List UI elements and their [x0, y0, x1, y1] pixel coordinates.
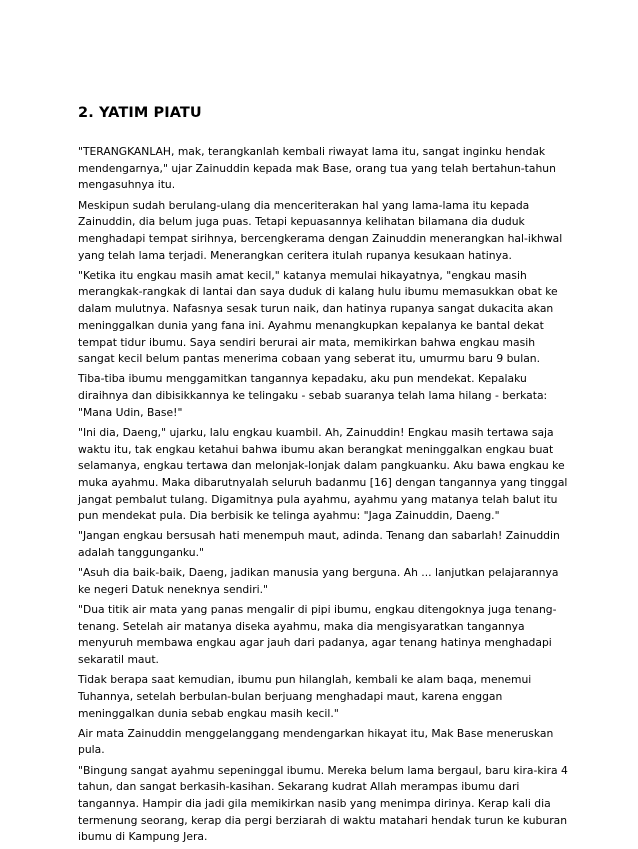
- paragraph: "Jangan engkau bersusah hati menempuh maut, adinda. Tenang dan sabarlah! Zainuddin adalah tanggunganku.": [78, 529, 560, 560]
- paragraph: Tiba-tiba ibumu menggamitkan tangannya kepadaku, aku pun mendekat. Kepalaku diraihnya dan dibisikkannya ke telingaku - sebab suaranya telah lama hilang - berkata: "Mana Udin, Base!": [78, 372, 548, 419]
- paragraph: Meskipun sudah berulang-ulang dia menceriterakan hal yang lama-lama itu kepada Zainuddin, dia belum juga puas. Tetapi kepuasannya kelihatan bilamana dia duduk menghadapi tempat sirihnya, bercengkerama dengan Zainuddin menerangkan hal-ikhwal yang telah lama terjadi. Menerangkan ceritera itulah rupanya kesukaan hatinya.: [78, 198, 563, 262]
- paragraph: "TERANGKANLAH, mak, terangkanlah kembali riwayat lama itu, sangat inginku hendak mendengarnya," ujar Zainuddin kepada mak Base, orang tua yang telah bertahun-tahun mengasuhnya itu.: [78, 145, 556, 192]
- paragraph: "Bingung sangat ayahmu sepeninggal ibumu. Mereka belum lama bergaul, baru kira-kira 4 tahun, dan sangat berkasih-kasihan. Sekarang kudrat Allah merampas ibumu dari tangannya. Hampir dia jadi gila memikirkan nasib yang menimpa dirinya. Kerap kali dia termenung seorang, kerap dia pergi berziarah di waktu matahari hendak turun ke kuburan ibumu di Kampung Jera.: [78, 763, 568, 844]
- paragraph: "Asuh dia baik-baik, Daeng, jadikan manusia yang berguna. Ah ... lanjutkan pelajarannya ke negeri Datuk neneknya sendiri.": [78, 566, 559, 596]
- paragraph: "Dua titik air mata yang panas mengalir di pipi ibumu, engkau ditengoknya juga tenang-tenang. Setelah air matanya diseka ayahmu, maka dia mengisyaratkan tangannya menyuruh membawa engkau agar jauh dari padanya, agar tenang hatinya menghadapi sekaratil maut.: [78, 603, 557, 667]
- paragraph: "Ini dia, Daeng," ujarku, lalu engkau kuambil. Ah, Zainuddin! Engkau masih tertawa saja waktu itu, tak engkau ketahui bahwa ibumu akan berangkat meninggalkan engkau buat selamanya, engkau tertawa dan melonjak-lonjak dalam pangkuanku. Aku bawa engkau ke muka ayahmu. Maka dibarutnyalah seluruh badanmu [16] dengan tangannya yang tinggal jangat pembalut tulang. Digamitnya pula ayahmu, ayahmu yang matanya telah balut itu pun mendekat pula. Dia berbisik ke telinga ayahmu: "Jaga Zainuddin, Daeng.": [78, 425, 568, 523]
- paragraph: Tidak berapa saat kemudian, ibumu pun hilanglah, kembali ke alam baqa, menemui Tuhannya, setelah berbulan-bulan berjuang menghadapi maut, karena enggan meninggalkan dunia sebab engkau masih kecil.": [78, 673, 532, 720]
- paragraph: "Ketika itu engkau masih amat kecil," katanya memulai hikayatnya, "engkau masih merangkak-rangkak di lantai dan saya duduk di kalang hulu ibumu memasukkan obat ke dalam mulutnya. Nafasnya sesak turun naik, dan hatinya rupanya sangat dukacita akan meninggalkan dunia yang fana ini. Ayahmu menangkupkan kepalanya ke bantal dekat tempat tidur ibumu. Saya sendiri berurai air mata, memikirkan bahwa engkau masih sangat kecil belum pantas menerima cobaan yang seberat itu, umurmu baru 9 bulan.: [78, 268, 558, 366]
- paragraph: Air mata Zainuddin menggelanggang mendengarkan hikayat itu, Mak Base meneruskan pula.: [78, 726, 554, 757]
- document-page: [78, 104, 572, 849]
- chapter-title: 2. YATIM PIATU: [78, 105, 202, 121]
